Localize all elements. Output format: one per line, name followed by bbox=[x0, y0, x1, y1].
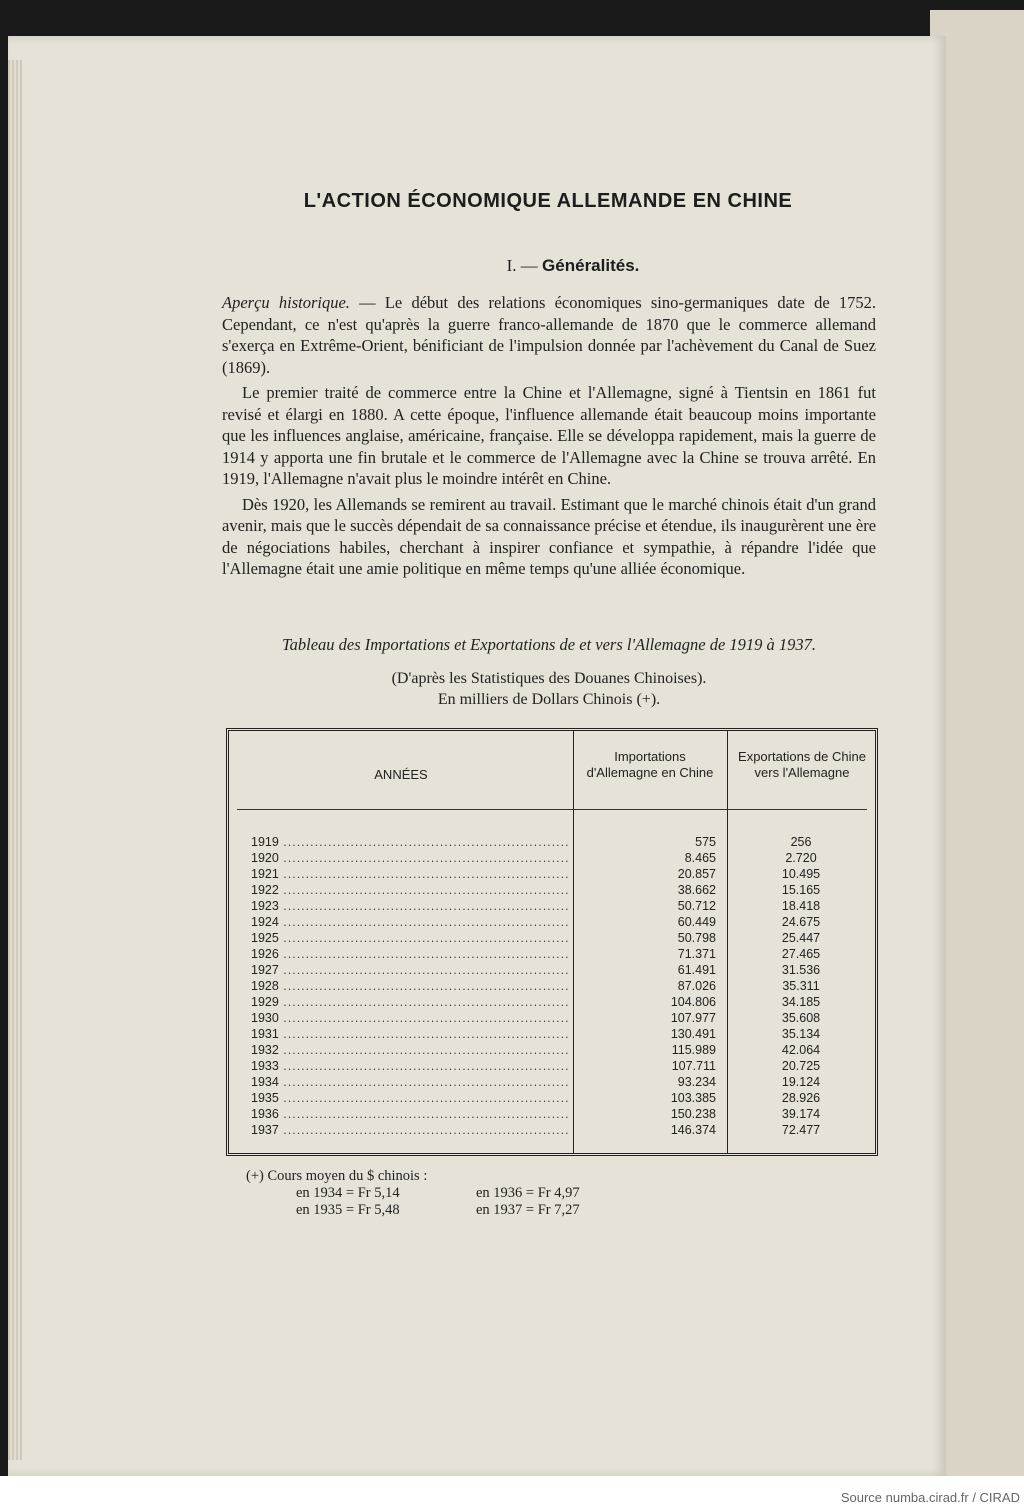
exports-cell: 35.608 bbox=[781, 1011, 821, 1025]
exports-cell: 39.174 bbox=[781, 1107, 821, 1121]
year-cell: 1928 ..... bbox=[251, 979, 569, 993]
table-row bbox=[229, 995, 875, 1011]
exports-cell: 42.064 bbox=[781, 1043, 821, 1057]
table-row bbox=[229, 963, 875, 979]
exports-cell: 18.418 bbox=[781, 899, 821, 913]
table-body bbox=[229, 835, 875, 1139]
paragraph: Le premier traité de commerce entre la Chine et l'Allemagne, signé à Tientsin en 1861 fut revisé et élargi en 1880. A cette époque, l'influence allemande était beaucoup moins importante que les influences anglaise, américaine, française. Elle se développa rapidement, mais la guerre de 1914 y apporta une fin brutale et le commerce de l'Allemagne avec la Chine se trouva arrêté. En 1919, l'Allemagne n'avait plus le moindre intérêt en Chine. bbox=[222, 383, 876, 488]
paragraph-lead: Aperçu historique. bbox=[222, 293, 350, 312]
rate-1934: en 1934 = Fr 5,14 bbox=[296, 1185, 400, 1201]
header-imports: Importations d'Allemagne en Chine bbox=[586, 749, 714, 780]
exports-cell: 20.725 bbox=[781, 1059, 821, 1073]
year-cell: 1920 ..... bbox=[251, 851, 569, 865]
paragraph bbox=[222, 292, 876, 378]
table-row bbox=[229, 1091, 875, 1107]
exports-cell: 15.165 bbox=[781, 883, 821, 897]
year-cell: 1936 ..... bbox=[251, 1107, 569, 1121]
exports-cell: 256 bbox=[790, 835, 812, 849]
year-cell: 1926 ..... bbox=[251, 947, 569, 961]
table-row bbox=[229, 835, 875, 851]
imports-cell: 107.711 bbox=[671, 1059, 716, 1073]
table-source-note: (D'après les Statistiques des Douanes Chinoises). bbox=[391, 670, 707, 687]
imports-cell: 38.662 bbox=[677, 883, 716, 897]
year-cell: 1930 ..... bbox=[251, 1011, 569, 1025]
year-cell: 1923 ..... bbox=[251, 899, 569, 913]
section-heading bbox=[200, 256, 946, 276]
table-row bbox=[229, 1059, 875, 1075]
year-cell: 1933 ..... bbox=[251, 1059, 569, 1073]
table-row bbox=[229, 1027, 875, 1043]
footnote-rate-line bbox=[246, 1202, 746, 1219]
imports-cell: 87.026 bbox=[677, 979, 716, 993]
source-credit: Source numba.cirad.fr / CIRAD bbox=[840, 1490, 1020, 1505]
year-cell: 1925 ..... bbox=[251, 931, 569, 945]
table-subtitle bbox=[222, 668, 876, 710]
year-cell: 1924 ..... bbox=[251, 915, 569, 929]
footnote bbox=[246, 1168, 746, 1219]
footnote-rate-line bbox=[246, 1185, 746, 1202]
exports-cell: 25.447 bbox=[781, 931, 821, 945]
exports-cell: 24.675 bbox=[781, 915, 821, 929]
exports-cell: 34.185 bbox=[781, 995, 821, 1009]
footnote-heading: (+) Cours moyen du $ chinois : bbox=[246, 1168, 428, 1184]
year-cell: 1927 ..... bbox=[251, 963, 569, 977]
section-label: Généralités. bbox=[542, 256, 640, 275]
table-row bbox=[229, 899, 875, 915]
imports-cell: 115.989 bbox=[671, 1043, 716, 1057]
table-row bbox=[229, 1011, 875, 1027]
table-caption: Tableau des Importations et Exportations de et vers l'Allemagne de 1919 à 1937. bbox=[281, 635, 817, 654]
year-cell: 1922 ..... bbox=[251, 883, 569, 897]
imports-cell: 107.977 bbox=[670, 1011, 716, 1025]
imports-cell: 130.491 bbox=[670, 1027, 716, 1041]
imports-cell: 61.491 bbox=[677, 963, 716, 977]
year-cell: 1929 ..... bbox=[251, 995, 569, 1009]
table-row bbox=[229, 931, 875, 947]
imports-cell: 104.806 bbox=[670, 995, 716, 1009]
header-exports: Exportations de Chine vers l'Allemagne bbox=[738, 749, 866, 780]
rate-1935: en 1935 = Fr 5,48 bbox=[296, 1202, 400, 1218]
imports-cell: 146.374 bbox=[670, 1123, 716, 1137]
exports-cell: 35.134 bbox=[781, 1027, 821, 1041]
paragraph-text: — Le début des relations économiques sino-germaniques date de 1752. Cependant, ce n'est qu'après la guerre franco-allemande de 1870 que le commerce allemand s'exerça en Extrême-Orient, bénificiant de l'impulsion donnée par l'achèvement du Canal de Suez (1869). bbox=[222, 293, 876, 377]
exports-cell: 28.926 bbox=[781, 1091, 821, 1105]
trade-table bbox=[226, 728, 878, 1156]
table-row bbox=[229, 1075, 875, 1091]
imports-cell: 575 bbox=[695, 835, 716, 849]
table-row bbox=[229, 867, 875, 883]
header-rule bbox=[237, 809, 867, 810]
exports-cell: 35.311 bbox=[782, 979, 820, 993]
table-row bbox=[229, 947, 875, 963]
header-years: ANNÉES bbox=[374, 767, 428, 782]
year-cell: 1937 ..... bbox=[251, 1123, 569, 1137]
exports-cell: 27.465 bbox=[781, 947, 821, 961]
year-cell: 1921 ..... bbox=[251, 867, 569, 881]
table-row bbox=[229, 915, 875, 931]
year-cell: 1931 ..... bbox=[251, 1027, 569, 1041]
year-cell: 1935 ..... bbox=[251, 1091, 569, 1105]
paragraph: Dès 1920, les Allemands se remirent au travail. Estimant que le marché chinois était d'un grand avenir, mais que le succès dépendait de sa connaissance précise et étendue, ils inaugurèrent une ère de négociations habiles, cherchant à inspirer confiance et sympathie, à répandre l'idée que l'Allemagne était une amie politique en même temps qu'une alliée économique. bbox=[222, 494, 877, 578]
body-text bbox=[222, 292, 876, 584]
imports-cell: 71.371 bbox=[677, 947, 716, 961]
page-stack-edge bbox=[8, 60, 22, 1460]
rate-1937: en 1937 = Fr 7,27 bbox=[476, 1202, 580, 1218]
table-row bbox=[229, 979, 875, 995]
exports-cell: 10.495 bbox=[781, 867, 821, 881]
imports-cell: 103.385 bbox=[670, 1091, 716, 1105]
year-cell: 1932 ..... bbox=[251, 1043, 569, 1057]
section-number: I. — bbox=[506, 256, 538, 275]
table-row bbox=[229, 1123, 875, 1139]
table-row bbox=[229, 883, 875, 899]
exports-cell: 2.720 bbox=[785, 851, 817, 865]
exports-cell: 31.536 bbox=[781, 963, 821, 977]
page-title: L'ACTION ÉCONOMIQUE ALLEMANDE EN CHINE bbox=[303, 190, 793, 212]
imports-cell: 50.798 bbox=[677, 931, 716, 945]
imports-cell: 60.449 bbox=[677, 915, 716, 929]
table-row bbox=[229, 1107, 875, 1123]
imports-cell: 20.857 bbox=[677, 867, 716, 881]
imports-cell: 50.712 bbox=[677, 899, 716, 913]
exports-cell: 19.124 bbox=[781, 1075, 821, 1089]
imports-cell: 8.465 bbox=[684, 851, 716, 865]
imports-cell: 93.234 bbox=[677, 1075, 716, 1089]
table-unit-note: En milliers de Dollars Chinois (+). bbox=[437, 691, 661, 708]
imports-cell: 150.238 bbox=[670, 1107, 716, 1121]
rate-1936: en 1936 = Fr 4,97 bbox=[476, 1185, 580, 1201]
table-row bbox=[229, 1043, 875, 1059]
year-cell: 1919 ..... bbox=[251, 835, 569, 849]
table-row bbox=[229, 851, 875, 867]
exports-cell: 72.477 bbox=[781, 1123, 821, 1137]
year-cell: 1934 ..... bbox=[251, 1075, 569, 1089]
